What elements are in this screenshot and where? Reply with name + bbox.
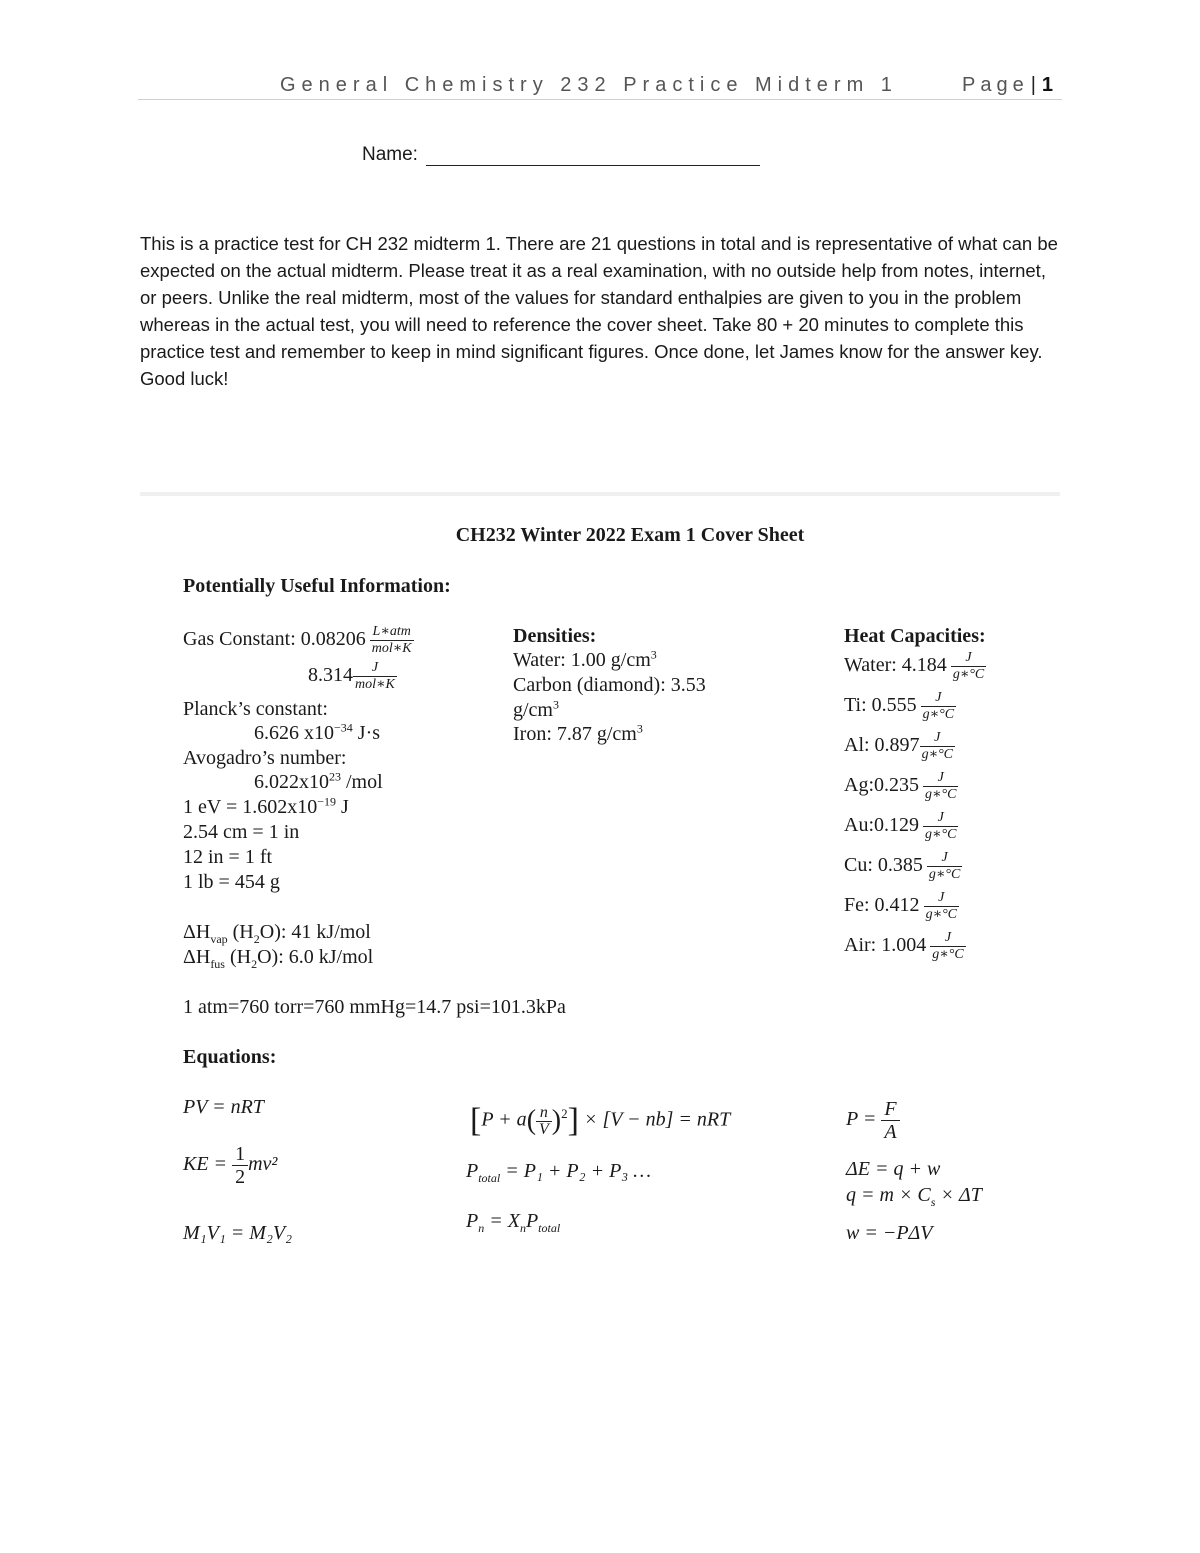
- heat-unit-num: J: [965, 650, 972, 665]
- heat-right: × ΔT: [935, 1184, 982, 1206]
- avogadro-exponent: 23: [329, 769, 341, 784]
- avogadro-unit: /mol: [341, 771, 383, 793]
- ev-exponent: −19: [317, 794, 337, 809]
- density-carbon-exp: 3: [553, 697, 559, 712]
- heat-unit-num: J: [941, 850, 948, 865]
- hvap-subscript: vap: [210, 932, 228, 946]
- ke-num: 1: [235, 1143, 246, 1165]
- hvap-h2o-subscript: 2: [253, 932, 260, 946]
- equation-heat: [846, 1184, 982, 1207]
- page-header-title: General Chemistry 232 Practice Midterm 1: [280, 74, 898, 96]
- heat-unit-den: g∗°C: [928, 867, 961, 882]
- equation-work: w = −PΔV: [846, 1222, 933, 1244]
- equation-kinetic-energy: [183, 1143, 277, 1188]
- heat-capacity-item: [844, 930, 966, 963]
- density-water: [513, 649, 657, 672]
- equation-total-pressure: [466, 1160, 651, 1183]
- pressure-num: F: [884, 1098, 897, 1120]
- page-label: Page: [962, 74, 1029, 96]
- equations-heading: Equations:: [183, 1046, 277, 1068]
- density-water-value: Water: 1.00 g/cm: [513, 649, 651, 671]
- density-iron-exp: 3: [636, 721, 643, 736]
- heat-capacity-air: Air: 1.004: [844, 934, 927, 957]
- pn-mid: = X: [484, 1210, 520, 1232]
- heat-capacity-item: [844, 810, 958, 843]
- gas-constant-2-den: mol∗K: [355, 677, 395, 692]
- ke-right: mv²: [248, 1153, 278, 1176]
- vdw-left: P + a: [481, 1108, 527, 1131]
- heat-unit-num: J: [937, 770, 944, 785]
- heat-capacity-item: [844, 890, 959, 923]
- density-iron-value: Iron: 7.87 g/cm: [513, 723, 637, 745]
- hvap-value: O): 41 kJ/mol: [259, 921, 371, 943]
- heat-capacity-au: Au:0.129: [844, 814, 919, 837]
- heat-capacity-al: Al: 0.897: [844, 734, 920, 757]
- cover-sheet-title: CH232 Winter 2022 Exam 1 Cover Sheet: [455, 524, 805, 546]
- heat-unit-num: J: [937, 810, 944, 825]
- hfus-compound: (H: [224, 946, 252, 968]
- ptotal-rest: = P₁ + P₂ + P₃ …: [500, 1160, 652, 1182]
- heat-unit-den: g∗°C: [925, 787, 957, 802]
- ke-den: 2: [232, 1165, 248, 1188]
- gas-constant-2-value: 8.314: [308, 664, 353, 687]
- hfus-delta: ΔH: [183, 946, 211, 968]
- heat-unit-num: J: [938, 890, 945, 905]
- useful-info-heading: Potentially Useful Information:: [183, 575, 451, 597]
- heat-unit-num: J: [944, 930, 952, 945]
- planck-exponent: −34: [334, 720, 353, 735]
- page-number: 1: [1041, 74, 1054, 96]
- heat-capacity-water: Water: 4.184: [844, 654, 947, 677]
- densities-heading: Densities:: [513, 625, 597, 647]
- planck-unit: J·s: [352, 722, 381, 744]
- density-carbon: Carbon (diamond): 3.53: [513, 674, 706, 696]
- page-header-number: Page | 1: [962, 74, 1054, 96]
- ev-mantissa: 1 eV = 1.602x10: [183, 796, 318, 818]
- heat-capacity-item: [844, 650, 986, 683]
- ev-conversion: [183, 796, 349, 819]
- pressure-left: P =: [846, 1108, 877, 1131]
- gas-constant-line: [183, 624, 414, 657]
- equation-partial-pressure: [466, 1210, 560, 1233]
- planck-mantissa: 6.626 x10: [254, 722, 334, 744]
- planck-value: [254, 722, 380, 745]
- planck-label: Planck’s constant:: [183, 698, 328, 720]
- equation-pressure: [846, 1098, 900, 1143]
- heat-capacity-ag: Ag:0.235: [844, 774, 919, 797]
- name-label: Name:: [362, 144, 418, 165]
- hfus-h2o-subscript: 2: [251, 957, 258, 971]
- pn-total-p: P: [525, 1210, 539, 1232]
- hvap-compound: (H: [227, 921, 254, 943]
- heat-capacity-item: [844, 690, 956, 723]
- pn-x-sub: n: [519, 1221, 526, 1235]
- heat-sub: s: [930, 1195, 936, 1209]
- heat-unit-den: g∗°C: [925, 827, 957, 842]
- pressure-conversions: 1 atm=760 torr=760 mmHg=14.7 psi=101.3kPa: [183, 996, 566, 1018]
- gas-constant-unit-den: mol∗K: [371, 641, 412, 656]
- gas-constant-label: Gas Constant: 0.08206: [183, 628, 366, 651]
- equation-ideal-gas: PV = nRT: [183, 1096, 264, 1118]
- gas-constant-2-num: J: [371, 660, 379, 675]
- heat-capacity-cu: Cu: 0.385: [844, 854, 923, 877]
- section-separator: [140, 492, 1060, 496]
- avogadro-value: [254, 771, 383, 794]
- heat-unit-num: J: [934, 730, 941, 745]
- pressure-den: A: [881, 1120, 899, 1143]
- vdw-right: × [V − nb] = nRT: [583, 1108, 731, 1131]
- pn-p: P: [466, 1210, 479, 1232]
- ptotal-p: P: [466, 1160, 479, 1182]
- avogadro-label: Avogadro’s number:: [183, 747, 347, 769]
- ev-unit: J: [336, 796, 349, 818]
- heat-unit-den: g∗°C: [932, 947, 964, 962]
- ptotal-sub: total: [478, 1171, 501, 1185]
- header-divider: [138, 99, 1062, 100]
- density-carbon-unit-text: g/cm: [513, 699, 553, 721]
- avogadro-mantissa: 6.022x10: [254, 771, 329, 793]
- density-iron: [513, 723, 643, 746]
- hfus-value: O): 6.0 kJ/mol: [257, 946, 374, 968]
- heat-left: q = m × C: [846, 1184, 931, 1206]
- ke-left: KE =: [183, 1153, 228, 1176]
- heat-capacity-fe: Fe: 0.412: [844, 894, 920, 917]
- equation-dilution: M₁V₁ = M₂V₂: [183, 1222, 293, 1244]
- name-blank-line: [426, 165, 760, 166]
- pn-sub: n: [478, 1221, 485, 1235]
- enthalpy-fusion: [183, 946, 373, 969]
- equation-internal-energy: ΔE = q + w: [846, 1158, 941, 1180]
- density-water-exp: 3: [650, 647, 657, 662]
- conversion-lb-g: 1 lb = 454 g: [183, 871, 280, 893]
- heat-unit-num: J: [935, 690, 942, 705]
- hvap-delta: ΔH: [183, 921, 211, 943]
- intro-paragraph: This is a practice test for CH 232 midterm 1. There are 21 questions in total and is representative of what can be expected on the actual midterm. Please treat it as a real examination, with no outside help from notes, internet, or peers. Unlike the real midterm, most of the values for standard enthalpies are given to you in the problem whereas in the actual test, you will need to reference the cover sheet. Take 80 + 20 minutes to complete this practice test and remember to keep in mind significant figures. Once done, let James know for the answer key. Good luck!: [140, 233, 1058, 389]
- heat-capacity-ti: Ti: 0.555: [844, 694, 917, 717]
- conversion-cm-in: 2.54 cm = 1 in: [183, 821, 300, 843]
- vdw-n: n: [539, 1103, 548, 1121]
- density-carbon-unit: [513, 699, 559, 722]
- gas-constant-2-line: [308, 660, 397, 693]
- heat-capacity-item: [844, 850, 962, 883]
- vdw-v: V: [536, 1121, 552, 1138]
- heat-capacities-heading: Heat Capacities:: [844, 625, 986, 647]
- pn-total-sub: total: [538, 1221, 561, 1235]
- equation-van-der-waals: [P + a( $\frac{n}{V}$ )$^2$] × [V − nb] = nRT: [470, 1102, 731, 1139]
- heat-unit-den: g∗°C: [952, 667, 985, 682]
- heat-capacity-item: [844, 770, 958, 803]
- heat-capacity-item: [844, 730, 955, 763]
- heat-unit-den: g∗°C: [921, 747, 954, 762]
- gas-constant-unit-num: L∗atm: [372, 624, 411, 639]
- conversion-in-ft: 12 in = 1 ft: [183, 846, 273, 868]
- heat-unit-den: g∗°C: [925, 907, 958, 922]
- heat-unit-den: g∗°C: [922, 707, 955, 722]
- enthalpy-vaporization: [183, 921, 371, 944]
- hfus-subscript: fus: [210, 957, 225, 971]
